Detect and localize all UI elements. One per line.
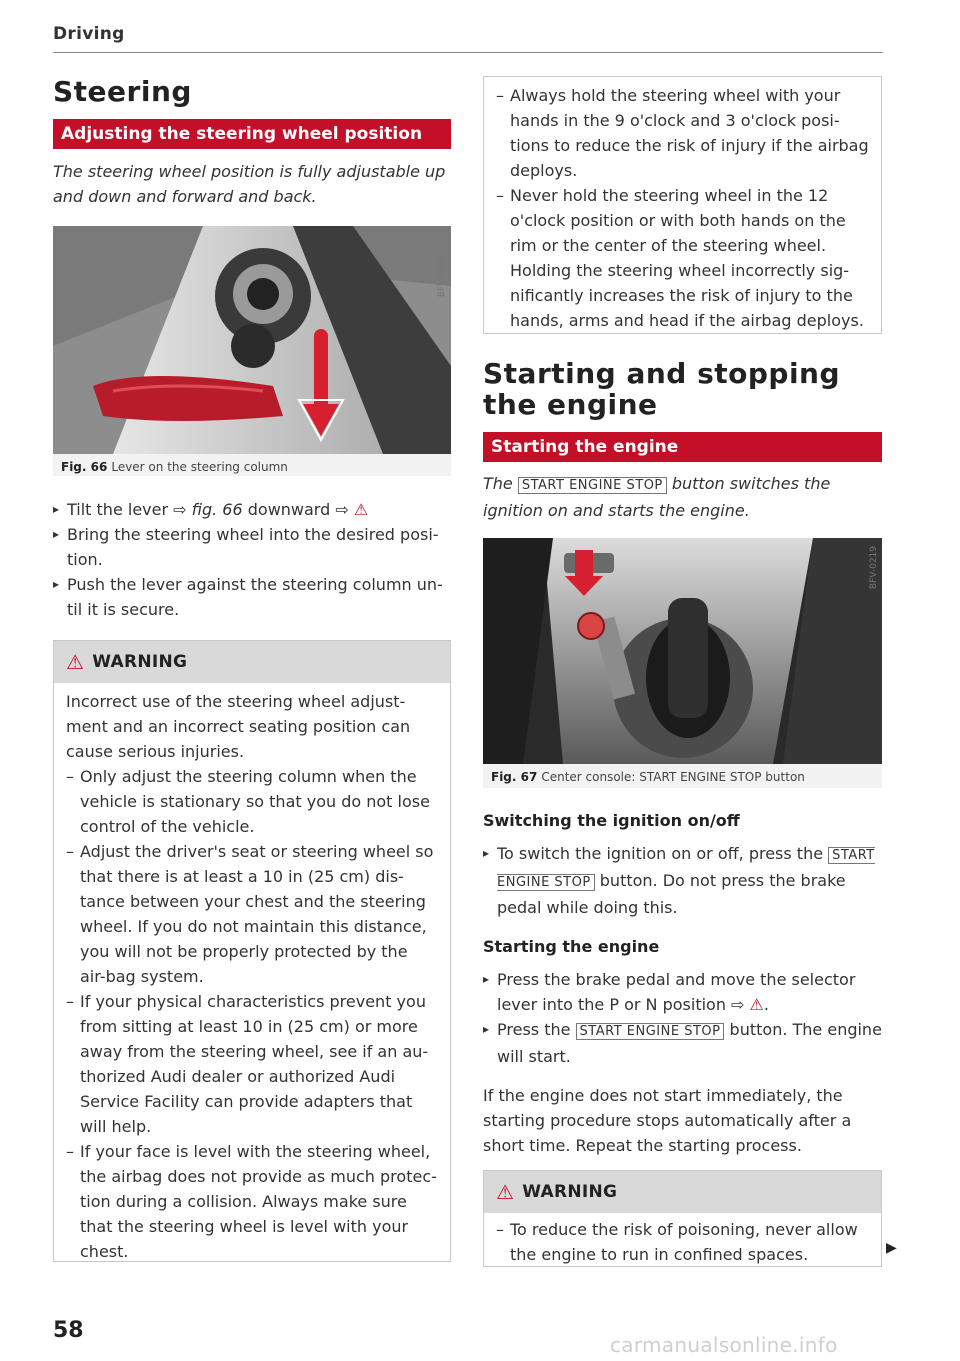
header-rule (53, 52, 883, 53)
step-item: ▸ Push the lever against the steering column un-til it is secure. (53, 572, 451, 622)
section-header: Driving (53, 24, 125, 44)
warning-body (484, 1213, 881, 1275)
warning-item: – Only adjust the steering column when the vehicle is stationary so that you do not lose control of the vehicle. (66, 764, 438, 839)
continue-arrow-icon[interactable]: ▶ (886, 1240, 897, 1256)
figure-code: BFV-0031 (437, 254, 447, 298)
paragraph: If the engine does not start immediately, the starting procedure stops automatically after a short time. Repeat the starting process. (483, 1086, 852, 1155)
intro-text: The steering wheel position is fully adjustable up and down and forward and back. (53, 162, 446, 206)
warning-title: WARNING (522, 1182, 618, 1202)
warning-item: – Never hold the steering wheel in the 12 o'clock position or with both hands on the rim or the center of the steering wheel. Holding the steering wheel incorrectly sig-nificantly increases the risk of injury to the hands, arms and head if the airbag deploys. (496, 183, 869, 333)
figure-caption-text: Center console: START ENGINE STOP button (541, 770, 805, 784)
step-item: ▸ Bring the steering wheel into the desired posi-tion. (53, 522, 451, 572)
figure-reference-link[interactable]: ⇨ fig. 66 (173, 500, 243, 519)
warning-header (484, 1171, 881, 1213)
watermark: carmanualsonline.info (610, 1333, 838, 1357)
figure-code: BFV-0219 (869, 546, 879, 590)
warning-box (483, 1170, 882, 1267)
warning-continued-body (484, 77, 881, 341)
figure-caption (483, 764, 882, 790)
warning-item: – To reduce the risk of poisoning, never allow the engine to run in confined spaces. (496, 1217, 869, 1267)
warning-triangle-icon: ⚠ (66, 650, 85, 674)
warning-body (54, 683, 450, 1272)
steps-list (53, 497, 451, 622)
subheading-ignition: Switching the ignition on/off (483, 811, 740, 830)
warning-item: – If your face is level with the steering wheel, the airbag does not provide as much protec-tion during a collision. Always make sure that the steering wheel is level with your chest. (66, 1139, 438, 1264)
subsection-bar: Adjusting the steering wheel position (53, 119, 451, 149)
figure-caption (53, 454, 451, 480)
section-title: Starting and stopping the engine (483, 357, 841, 421)
warning-triangle-icon[interactable]: ⚠ (353, 500, 369, 519)
figure-caption-text: Lever on the steering column (111, 460, 288, 474)
right-body-text (483, 808, 882, 1158)
step-item: ▸ Press the START ENGINE STOP button. The engine will start. (483, 1017, 882, 1069)
page-number: 58 (53, 1318, 84, 1343)
warning-triangle-icon: ⚠ (496, 1180, 515, 1204)
intro-text: The START ENGINE STOP button switches the ignition on and starts the engine. (483, 474, 831, 520)
warning-box (53, 640, 451, 1262)
warning-triangle-icon[interactable]: ⚠ (749, 995, 764, 1014)
figure-label: Fig. 67 (491, 770, 538, 784)
warning-title: WARNING (92, 652, 188, 672)
section-title: Steering (53, 75, 192, 108)
center-console-illustration (483, 538, 882, 764)
figure-66 (53, 226, 451, 476)
subheading-starting: Starting the engine (483, 937, 660, 956)
warning-item: – Adjust the driver's seat or steering wheel so that there is at least a 10 in (25 cm) dis-tance between your chest and the steering wheel. If you do not maintain this distance, you will not be properly protected by the air-bag system. (66, 839, 438, 989)
step-item: ▸ Press the brake pedal and move the selector lever into the P or N position ⇨ ⚠. (483, 967, 882, 1017)
start-engine-stop-key: START ENGINE STOP (497, 848, 875, 890)
figure-label: Fig. 66 (61, 460, 108, 474)
start-engine-stop-key: START ENGINE STOP (518, 477, 667, 494)
warning-item: – If your physical characteristics prevent you from sitting at least 10 in (25 cm) or more away from the steering wheel, see if an au-thorized Audi dealer or authorized Audi Service Facility can provide adapters that will help. (66, 989, 438, 1139)
start-engine-stop-key: START ENGINE STOP (576, 1023, 725, 1040)
warning-item: – Always hold the steering wheel with your hands in the 9 o'clock and 3 o'clock posi-tions to reduce the risk of injury if the airbag deploys. (496, 83, 869, 183)
step-item: ▸ To switch the ignition on or off, press the START ENGINE STOP button. Do not press the brake pedal while doing this. (483, 841, 882, 920)
warning-header (54, 641, 450, 683)
subsection-bar: Starting the engine (483, 432, 882, 462)
steering-lever-illustration (53, 226, 451, 454)
figure-67 (483, 538, 882, 788)
warning-intro: Incorrect use of the steering wheel adjust-ment and an incorrect seating position can cause serious injuries. (66, 692, 411, 761)
warning-continued-box (483, 76, 882, 334)
step-item: ▸ Tilt the lever ⇨ fig. 66 downward ⇨ ⚠ (53, 497, 451, 522)
